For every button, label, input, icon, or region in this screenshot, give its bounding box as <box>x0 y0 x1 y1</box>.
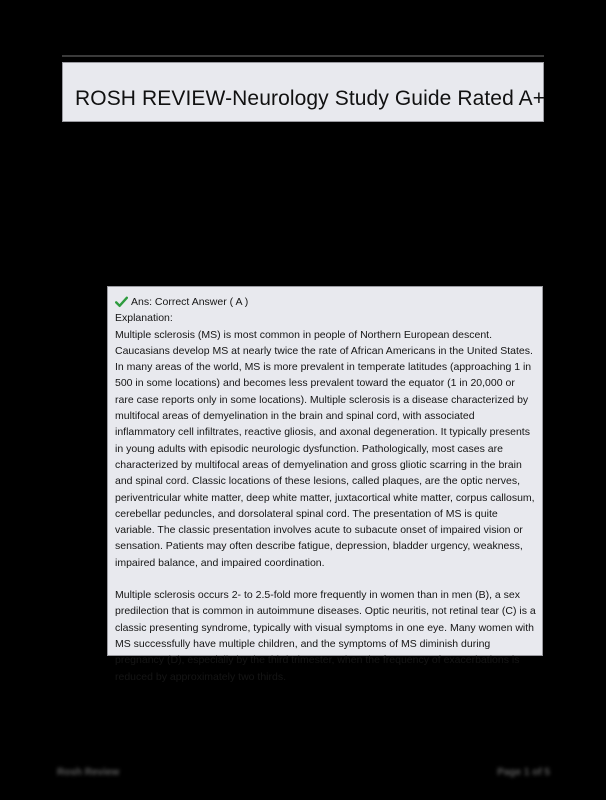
answer-explanation-box <box>107 286 543 683</box>
answer-line <box>115 294 536 310</box>
explanation-paragraph-2: Multiple sclerosis occurs 2- to 2.5-fold more frequently in women than in men (B), a sex predilection that is common in autoimmune diseases. Optic neuritis, not retinal tear (C) is a classic presenting syndrome, typically with visual symptoms in one eye. Many women with MS successfully have multiple children, and the symptoms of MS diminish during pregnancy (D), especially by the third trimester, when the frequency of exacerbations is reduced by approximately two thirds. <box>115 589 536 683</box>
explanation-label: Explanation: <box>115 312 173 325</box>
footer-page-number: Page 1 of 5 <box>497 767 550 778</box>
title-divider <box>62 55 544 57</box>
title-banner <box>62 62 544 122</box>
footer-brand: Rosh Review <box>57 767 120 778</box>
answer-label: Ans: Correct Answer ( A ) <box>131 296 249 308</box>
explanation-paragraph-1: Multiple sclerosis (MS) is most common in people of Northern European descent. Caucasians develop MS at nearly twice the rate of African Americans in the United States. In many areas of the world, MS is more prevalent in temperate latitudes (approaching 1 in 500 in some locations) and becomes less prevalent toward the equator (1 in 20,000 or rare case reports only in some locations). Multiple sclerosis is a disease characterized by multifocal areas of demyelination in the brain and spinal cord, with associated inflammatory cell infiltrates, reactive gliosis, and axonal degeneration. It typically presents in young adults with episodic neurologic dysfunction. Pathologically, most cases are characterized by multifocal areas of demyelination and gross gliotic scarring in the brain and spinal cord. Classic locations of these lesions, called plaques, are the optic nerves, periventricular white matter, deep white matter, juxtacortical white matter, corpus callosum, cerebellar peduncles, and dorsolateral spinal cord. The presentation of MS is quite variable. The classic presentation involves acute to subacute onset of impaired vision or sensation. Patients may often describe fatigue, depression, bladder urgency, weakness, impaired balance, and impaired coordination. <box>115 328 535 569</box>
checkmark-icon <box>115 296 128 308</box>
document-title: ROSH REVIEW-Neurology Study Guide Rated A+ <box>75 87 546 110</box>
